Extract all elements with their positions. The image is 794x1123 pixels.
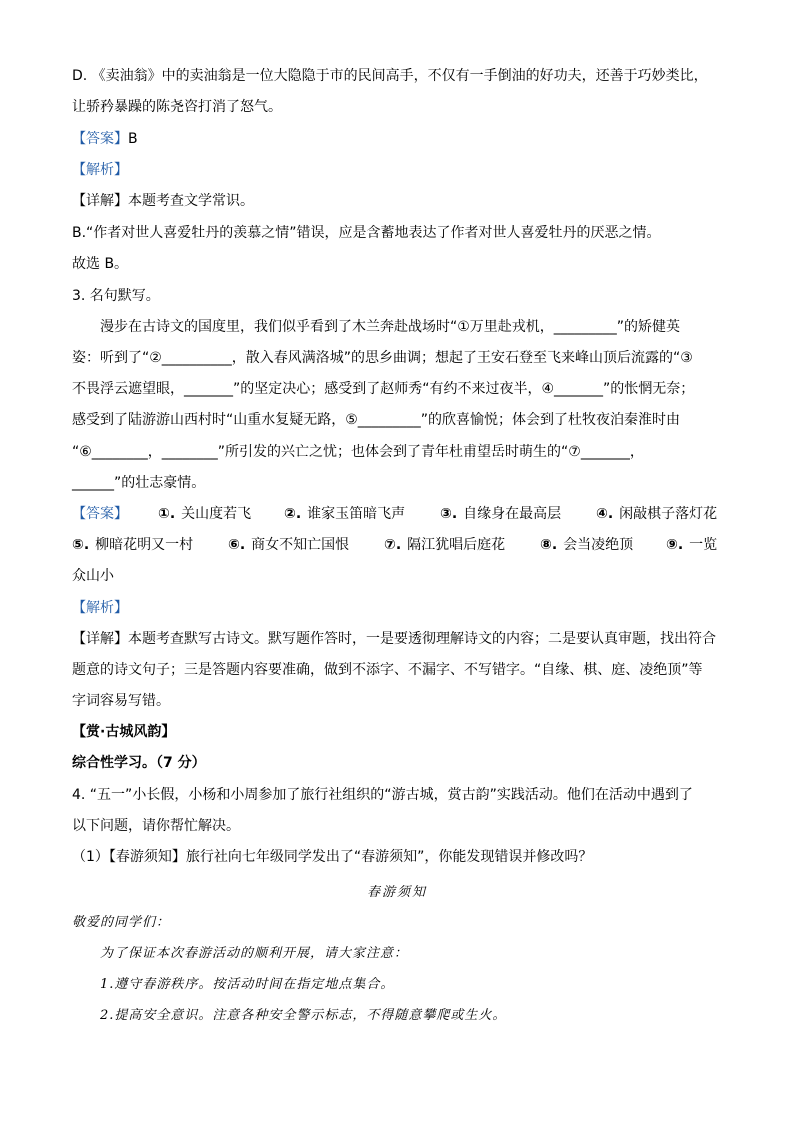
answer-item: ⑥. 商女不知亡国恨: [228, 537, 350, 553]
question-3-title: 3. 名句默写。: [72, 288, 160, 304]
choose-b: 故选 B。: [72, 256, 129, 272]
question-3-line-1: 漫步在古诗文的国度里，我们似乎看到了木兰奔赴战场时“①万里赴戎机，_________”的矫健英: [100, 319, 681, 335]
notice-item-2: 2.提高安全意识。注意各种安全警示标志，不得随意攀爬或生火。: [100, 1008, 507, 1023]
notice-intro: 为了保证本次春游活动的顺利开展，请大家注意：: [100, 946, 409, 961]
question-3-line-5: “⑥________，________”所引发的兴亡之忧；也体会到了青年杜甫望岳时萌生的“⑦_______，: [72, 444, 644, 460]
answer-item: ①. 关山度若飞: [158, 506, 252, 522]
answer-item: ⑦. 隔江犹唱后庭花: [384, 537, 506, 553]
option-d-line-2: 让骄矜暴躁的陈尧咨打消了怒气。: [72, 99, 282, 115]
question-3-line-3: 不畏浮云遮望眼，_______”的坚定决心；感受到了赵师秀“有约不来过夜半，④_______”的怅惘无奈；: [72, 381, 695, 397]
section-heading: 【赏·古城风韵】: [72, 724, 176, 740]
answer-label: 【答案】: [72, 131, 128, 147]
answer-item: ③. 自缘身在最高层: [440, 506, 562, 522]
question-3-line-4: 感受到了陆游游山西村时“山重水复疑无路，⑤_________”的欣喜愉悦；体会到了杜牧夜泊秦淮时由: [72, 412, 681, 428]
answer-item: ⑨. 一览: [666, 537, 718, 553]
detail-2-line-1: 【详解】本题考查默写古诗文。默写题作答时，一是要透彻理解诗文的内容；二是要认真审题，找出符合: [72, 631, 716, 647]
notice-title: 春游须知: [366, 885, 427, 900]
detail-1: 【详解】本题考查文学常识。: [72, 193, 254, 209]
detail-2-line-3: 字词容易写错。: [72, 693, 170, 709]
notice-greeting: 敬爱的同学们：: [72, 915, 171, 930]
answer-item: ②. 谁家玉笛暗飞声: [284, 506, 406, 522]
answer-1: [72, 129, 138, 149]
answer-item: ⑧. 会当凌绝顶: [540, 537, 634, 553]
answer-item: ⑤. 柳暗花明又一村: [72, 537, 194, 553]
analysis-label-2: 【解析】: [72, 600, 128, 616]
answer-label: 【答案】: [72, 506, 128, 522]
comprehensive-heading: 综合性学习。（7 分）: [72, 755, 206, 771]
detail-2-line-2: 题意的诗文句子；三是答题内容要准确，做到不添字、不漏字、不写错字。“自缘、棋、庭、凌绝顶”等: [72, 662, 703, 678]
option-d-line-1: D. 《卖油翁》中的卖油翁是一位大隐隐于市的民间高手，不仅有一手倒油的好功夫，还善于巧妙类比，: [72, 68, 708, 84]
answer-item: ④. 闲敲棋子落灯花: [596, 506, 718, 522]
analysis-label-1: 【解析】: [72, 162, 128, 178]
question-4-sub-1: （1）【春游须知】旅行社向七年级同学发出了“春游须知”，你能发现错误并修改吗？: [72, 849, 593, 865]
option-b-explanation: B.“作者对世人喜爱牡丹的羡慕之情”错误，应是含蓄地表达了作者对世人喜爱牡丹的厌恶之情。: [72, 225, 661, 241]
question-3-line-6: ______”的壮志豪情。: [72, 475, 206, 491]
answer-value: B: [128, 131, 138, 147]
answer-2-continuation: 众山小: [72, 568, 114, 584]
question-4-line-1: 4. “五一”小长假，小杨和小周参加了旅行社组织的“游古城，赏古韵”实践活动。他们在活动中遇到了: [72, 787, 693, 803]
question-3-line-2: 姿：听到了“②__________，散入春风满洛城”的思乡曲调；想起了王安石登至飞来峰山顶后流露的“③: [72, 350, 693, 366]
question-4-line-2: 以下问题，请你帮忙解决。: [72, 818, 240, 834]
notice-item-1: 1.遵守春游秩序。按活动时间在指定地点集合。: [100, 977, 395, 992]
